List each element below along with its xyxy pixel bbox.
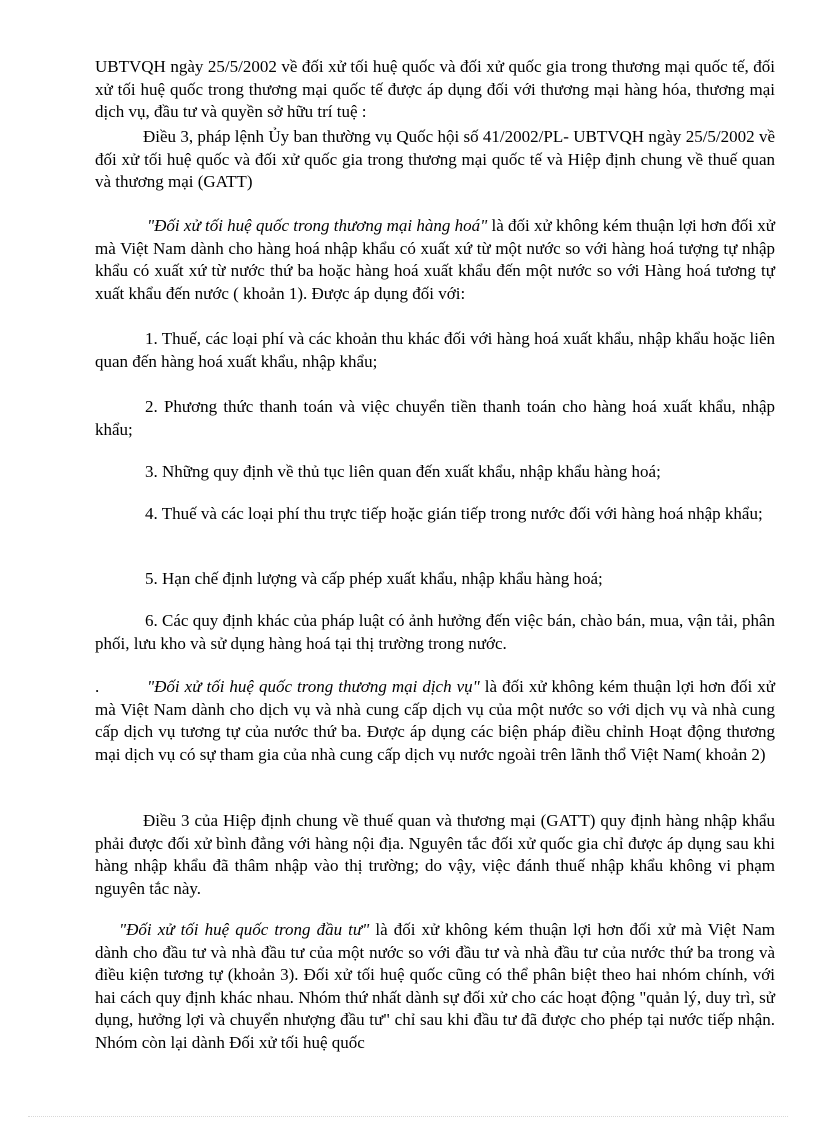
paragraph-11 — [95, 810, 775, 900]
list-item-2 — [95, 396, 775, 441]
italic-term: "Đối xử tối huệ quốc trong thương mại hàng hoá" — [147, 216, 488, 235]
list-item-3 — [95, 461, 775, 484]
paragraph-1 — [95, 56, 775, 124]
list-item-text: 4. Thuế và các loại phí thu trực tiếp hoặc gián tiếp trong nước đối với hàng hoá nhập khẩu; — [145, 504, 763, 523]
list-item-text: 5. Hạn chế định lượng và cấp phép xuất khẩu, nhập khẩu hàng hoá; — [145, 569, 603, 588]
list-item-1 — [95, 328, 775, 373]
paragraph-3 — [95, 215, 775, 305]
list-item-text: 1. Thuế, các loại phí và các khoản thu khác đối với hàng hoá xuất khẩu, nhập khẩu hoặc liên quan đến hàng hoá xuất khẩu, nhập khẩu; — [95, 329, 775, 371]
paragraph-2 — [95, 126, 775, 194]
page-footer-divider — [28, 1116, 788, 1117]
paragraph-text: Điều 3 của Hiệp định chung về thuế quan và thương mại (GATT) quy định hàng nhập khẩu phải được đối xử bình đẳng với hàng nội địa. Nguyên tắc đối xử quốc gia chỉ được áp dụng sau khi hàng nhập khẩu đã thâm nhập vào thị trường; do vậy, việc đánh thuế nhập khẩu không vi phạm nguyên tắc này. — [95, 811, 775, 898]
list-item-text: 6. Các quy định khác của pháp luật có ảnh hưởng đến việc bán, chào bán, mua, vận tải, phân phối, lưu kho và sử dụng hàng hoá tại thị trường trong nước. — [95, 611, 775, 653]
italic-term: "Đối xử tối huệ quốc trong thương mại dịch vụ" — [147, 677, 480, 696]
list-item-text: 2. Phương thức thanh toán và việc chuyển tiền thanh toán cho hàng hoá xuất khẩu, nhập khẩu; — [95, 397, 775, 439]
paragraph-12 — [95, 919, 775, 1054]
paragraph-text: Điều 3, pháp lệnh Ủy ban thường vụ Quốc hội số 41/2002/PL- UBTVQH ngày 25/5/2002 về đối xử tối huệ quốc và đối xử quốc gia trong thương mại quốc tế và Hiệp định chung về thuế quan và thương mại (GATT) — [95, 127, 775, 191]
list-item-text: 3. Những quy định về thủ tục liên quan đến xuất khẩu, nhập khẩu hàng hoá; — [145, 462, 661, 481]
paragraph-text: UBTVQH ngày 25/5/2002 về đối xử tối huệ quốc và đối xử quốc gia trong thương mại quốc tế, đối xử tối huệ quốc trong thương mại quốc tế được áp dụng đối với thương mại hàng hóa, thương mại dịch vụ, đầu tư và quyền sở hữu trí tuệ : — [95, 57, 775, 121]
list-item-4 — [95, 503, 775, 526]
paragraph-text: là đối xử không kém thuận lợi hơn đối xử mà Việt Nam dành cho đầu tư và nhà đầu tư của một nước so với đầu tư và nhà đầu tư của nước thứ ba trong và điều kiện tương tự (khoản 3). Đối xử tối huệ quốc cũng có thể phân biệt theo hai nhóm chính, với hai cách quy định khác nhau. Nhóm thứ nhất dành sự đối xử cho các hoạt động "quản lý, duy trì, sử dụng, hưởng lợi và chuyển nhượng đầu tư" chỉ sau khi đầu tư đã được cho phép tại nước tiếp nhận. Nhóm còn lại dành Đối xử tối huệ quốc — [95, 920, 775, 1052]
list-item-6 — [95, 610, 775, 655]
paragraph-text: là đối xử không kém thuận lợi hơn đối xử mà Việt Nam dành cho hàng hoá nhập khẩu có xuất xứ từ một nước so với hàng hoá tượng tự nhập khẩu có xuất xứ từ nước thứ ba hoặc hàng hoá xuất khẩu đến một nước so với Hàng hoá tương tự xuất khẩu đến nước ( khoản 1). Được áp dụng đối với: — [95, 216, 775, 303]
leading-dot: . — [95, 677, 100, 696]
italic-term: "Đối xử tối huệ quốc trong đầu tư" — [119, 920, 370, 939]
list-item-5 — [95, 568, 775, 591]
paragraph-text: là đối xử không kém thuận lợi hơn đối xử mà Việt Nam dành cho dịch vụ và nhà cung cấp dịch vụ của một nước so với dịch vụ và nhà cung cấp dịch vụ tương tự của nước thứ ba. Được áp dụng các biện pháp điều chỉnh Hoạt động thương mại dịch vụ có sự tham gia của nhà cung cấp dịch vụ nước ngoài trên lãnh thổ Việt Nam( khoản 2) — [95, 677, 775, 764]
paragraph-10 — [95, 676, 775, 766]
